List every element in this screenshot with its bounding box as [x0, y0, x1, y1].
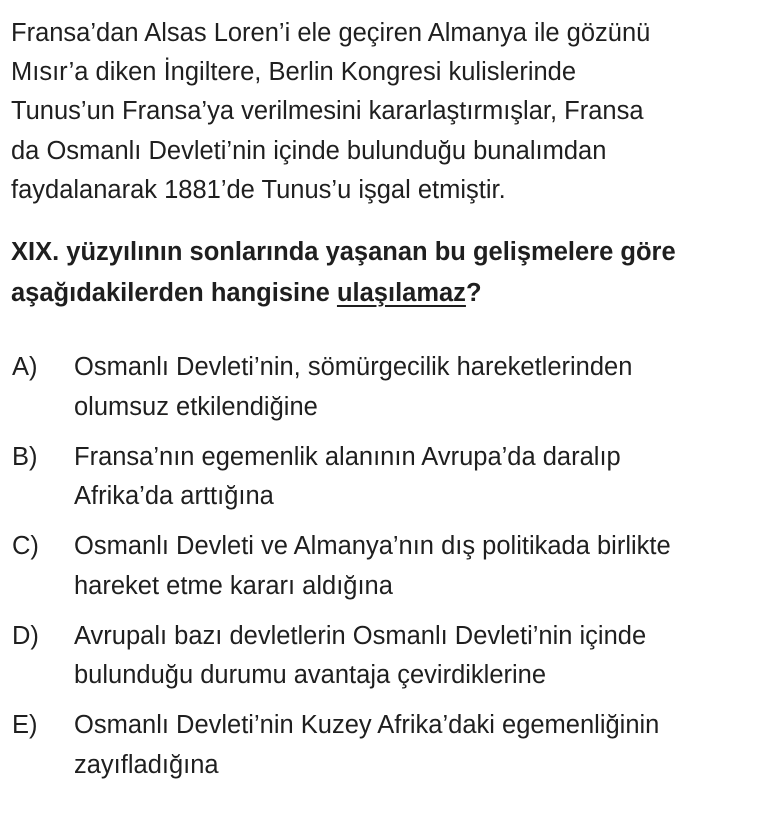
option-e[interactable] — [11, 706, 756, 796]
option-text — [74, 527, 754, 606]
option-text-line: olumsuz etkilendiğine — [74, 392, 318, 421]
option-text-line: zayıfladığına — [74, 750, 219, 779]
option-text — [74, 617, 754, 696]
passage-line: faydalanarak 1881’de Tunus’u işgal etmiştir. — [11, 175, 506, 204]
passage-line: Fransa’dan Alsas Loren’i ele geçiren Almanya ile gözünü — [11, 19, 651, 47]
option-letter: E) — [12, 711, 38, 739]
question-line-2-prefix: aşağıdakilerden hangisine — [11, 279, 337, 307]
option-text-line: Osmanlı Devleti’nin Kuzey Afrika’daki egemenliğinin — [74, 711, 660, 739]
question-line-2 — [11, 273, 756, 314]
option-c[interactable] — [11, 527, 756, 617]
option-letter: C) — [12, 532, 39, 560]
option-text-line: bulunduğu durumu avantaja çevirdiklerine — [74, 661, 547, 689]
option-b[interactable] — [11, 438, 756, 528]
option-text-line: Avrupalı bazı devletlerin Osmanlı Devleti’nin içinde — [74, 621, 647, 650]
question-mark: ? — [465, 279, 482, 307]
option-letter: B) — [12, 442, 38, 471]
question-stem — [11, 232, 756, 314]
question-passage — [11, 14, 751, 210]
option-text-line: Osmanlı Devleti ve Almanya’nın dış politikada birlikte — [74, 532, 671, 560]
option-a[interactable] — [11, 348, 756, 438]
option-text — [74, 348, 754, 427]
question-line-1: XIX. yüzyılının sonlarında yaşanan bu gelişmelere göre — [11, 238, 676, 266]
passage-line: Tunus’un Fransa’ya verilmesini kararlaştırmışlar, Fransa — [11, 97, 644, 126]
option-text — [74, 706, 754, 785]
option-text-line: Fransa’nın egemenlik alanının Avrupa’da daralıp — [74, 442, 621, 471]
option-text-line: hareket etme kararı aldığına — [74, 571, 393, 600]
passage-line: da Osmanlı Devleti’nin içinde bulunduğu bunalımdan — [11, 136, 607, 165]
question-underlined-word: ulaşılamaz — [336, 279, 466, 307]
option-text-line: Osmanlı Devleti’nin, sömürgecilik hareketlerinden — [74, 353, 633, 381]
option-d[interactable] — [11, 617, 756, 707]
option-letter: A) — [12, 353, 38, 381]
option-letter: D) — [12, 621, 39, 650]
option-text-line: Afrika’da arttığına — [74, 482, 274, 510]
answer-options — [11, 348, 756, 796]
passage-line: Mısır’a diken İngiltere, Berlin Kongresi kulislerinde — [11, 58, 577, 87]
option-text — [74, 438, 754, 517]
